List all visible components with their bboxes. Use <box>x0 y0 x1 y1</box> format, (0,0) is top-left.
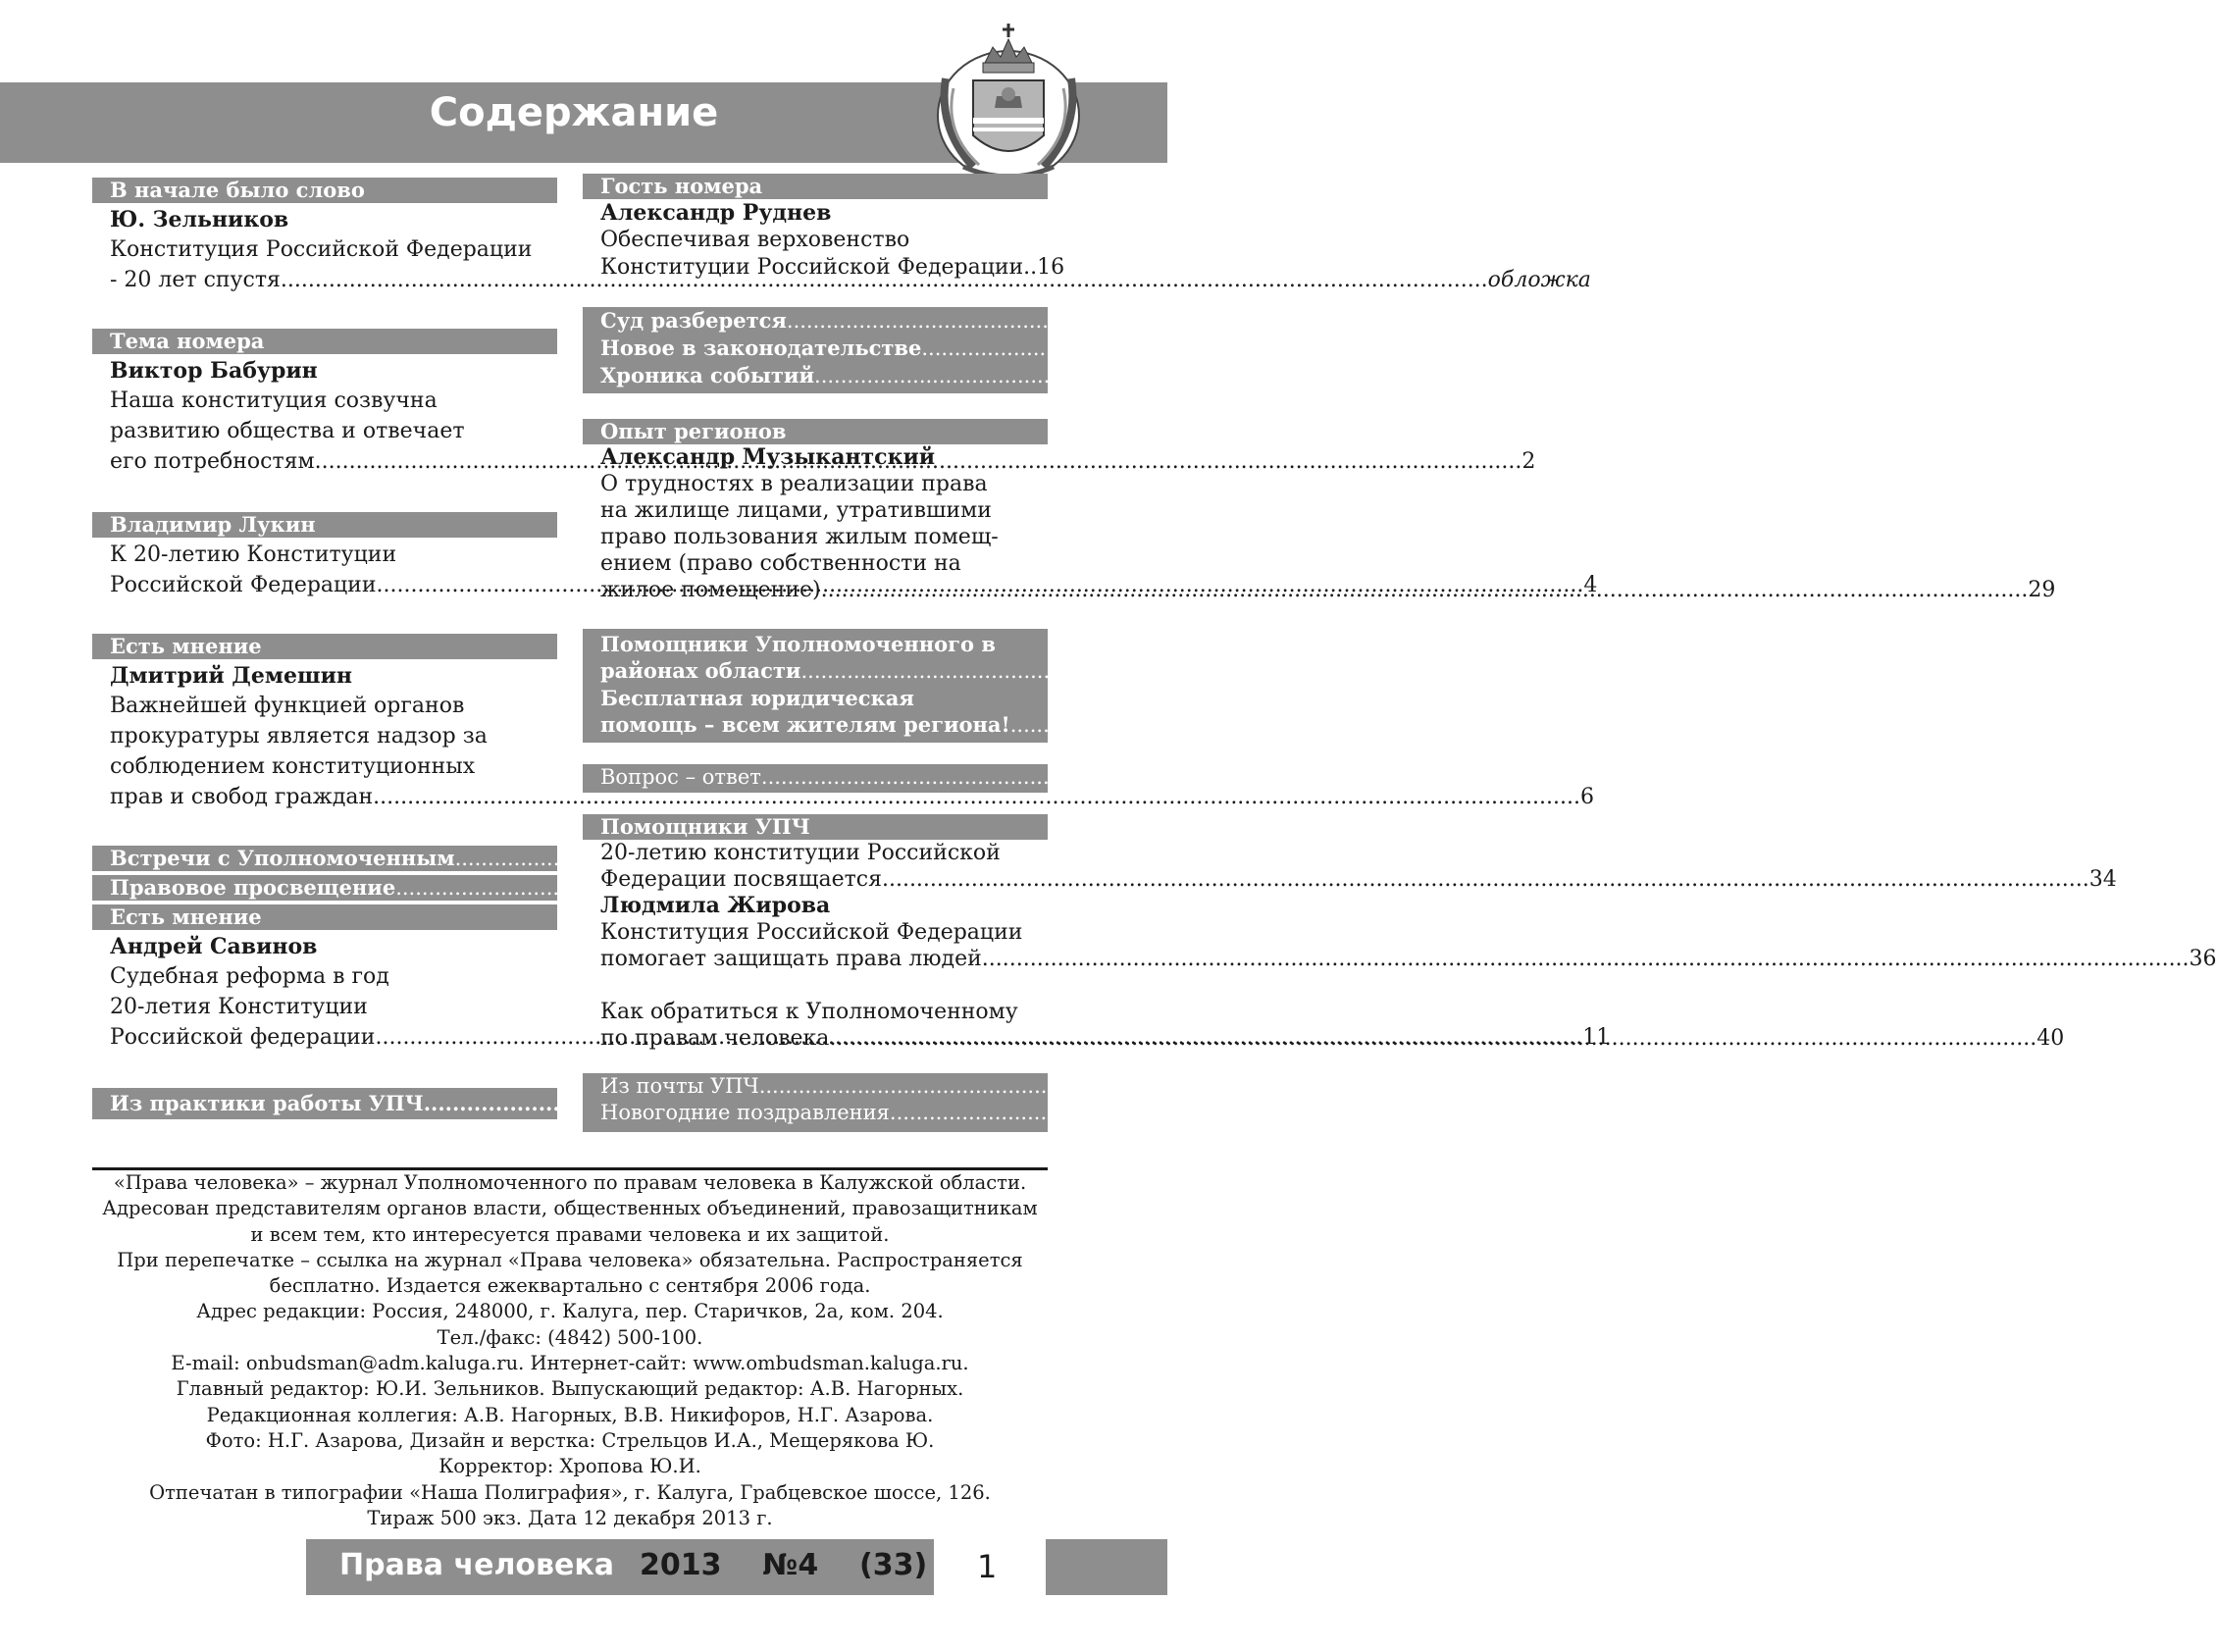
page-title: Содержание <box>429 90 719 135</box>
page-number: обложка <box>2041 1101 2141 1124</box>
section-heading[interactable]: Есть мнение <box>92 634 557 659</box>
toc-entry-line[interactable]: Бесплатная юридическая <box>600 686 914 710</box>
entry-text: районах области <box>600 658 801 683</box>
entry-text: помощь – всем жителям региона! <box>600 712 1010 737</box>
article-title-line: ением (право собственности на <box>600 551 961 576</box>
article-title-line: О трудностях в реализации права <box>600 472 988 496</box>
article-title-line: Как обратиться к Уполномоченному <box>600 1000 1018 1024</box>
section-heading[interactable]: Есть мнение <box>92 904 557 930</box>
entry-text: Российской Федерации <box>110 573 377 597</box>
article-title-line: Наша конституция созвучна <box>110 388 438 413</box>
issue-number: 2013 №4 (33) <box>640 1548 928 1582</box>
entry-text: Хроника событий <box>600 363 815 387</box>
imprint-line: Тираж 500 экз. Дата 12 декабря 2013 г. <box>367 1506 773 1529</box>
section-heading[interactable]: В начале было слово <box>92 178 557 203</box>
entry-text: Встречи с Уполномоченным <box>110 846 455 870</box>
page-number-footer: 1 <box>977 1548 998 1585</box>
page-number: обложка <box>1487 268 1591 292</box>
page-number: 16 <box>1037 255 1065 280</box>
page-number: 14 <box>1685 1091 1715 1115</box>
section-heading[interactable]: Тема номера <box>92 329 557 354</box>
journal-name: Права человека <box>339 1548 614 1582</box>
section-heading[interactable]: Опыт регионов <box>583 419 1048 444</box>
page-number: 34 <box>2088 867 2117 892</box>
toc-entry[interactable] <box>92 782 1594 812</box>
article-author: Александр Руднев <box>600 200 832 226</box>
entry-text: Правовое просвещение <box>110 875 396 900</box>
page-number: 18 <box>1938 309 1966 333</box>
entry-text: Вопрос – ответ <box>600 765 761 789</box>
section-heading[interactable]: Гость номера <box>583 174 1048 199</box>
entry-text: Новогодние поздравления <box>600 1101 890 1124</box>
imprint-line: Редакционная коллегия: А.В. Нагорных, В.В. Никифоров, Н.Г. Азарова. <box>206 1403 934 1426</box>
page-number: 36 <box>2189 947 2217 971</box>
toc-entry[interactable] <box>600 362 1993 389</box>
entry-text: Из почты УПЧ <box>600 1074 759 1098</box>
toc-entry[interactable] <box>583 254 1065 282</box>
page-number: 29 <box>2028 578 2056 602</box>
article-title-line: развитию общества и отвечает <box>110 419 465 443</box>
page-number: 2 <box>1521 449 1536 474</box>
page-number: 33 <box>1913 765 1940 789</box>
entry-text: его потребностям <box>110 449 315 474</box>
imprint <box>92 1170 1048 1531</box>
imprint-line: При перепечатке – ссылка на журнал «Права человека» обязательна. Распространяется <box>117 1248 1023 1271</box>
section-heading[interactable]: Помощники УПЧ <box>583 814 1048 840</box>
page-number: 22 <box>2074 336 2100 360</box>
article-title-line: Важнейшей функцией органов <box>110 694 465 718</box>
entry-text: Российской федерации <box>110 1025 376 1050</box>
article-author: Виктор Бабурин <box>110 358 318 384</box>
article-title-line: 20-летия Конституции <box>110 995 368 1019</box>
page-number: 10 <box>1548 876 1574 900</box>
page-number: 6 <box>1579 785 1594 809</box>
imprint-line: Отпечатан в типографии «Наша Полиграфия», г. Калуга, Грабцевское шоссе, 126. <box>149 1480 991 1504</box>
toc-entry[interactable] <box>600 335 2100 362</box>
imprint-line: бесплатно. Издается ежеквартально с сентября 2006 года. <box>269 1274 871 1298</box>
toc-entry-line[interactable]: Помощники Уполномоченного в <box>600 632 996 656</box>
article-author: Людмила Жирова <box>600 893 831 918</box>
article-title-line: право пользования жилым помещ- <box>600 525 999 549</box>
toc-entry[interactable] <box>583 946 2217 972</box>
page-number: 31 <box>1953 659 1981 683</box>
toc-entry[interactable] <box>600 657 1981 685</box>
article-title-line: Обеспечивая верховенство <box>600 228 910 252</box>
imprint-line: Корректор: Хропова Ю.И. <box>438 1455 701 1478</box>
toc-entry[interactable] <box>600 764 1940 791</box>
imprint-line: Тел./факс: (4842) 500-100. <box>437 1325 703 1349</box>
page-number: 40 <box>2037 1026 2065 1051</box>
toc-entry[interactable] <box>600 711 2190 739</box>
imprint-line: Адресован представителям органов власти, общественных объединений, правозащитникам <box>102 1197 1038 1220</box>
imprint-line: Фото: Н.Г. Азарова, Дизайн и верстка: Стрельцов И.А., Мещерякова Ю. <box>205 1428 935 1452</box>
highlight-block <box>583 764 1940 793</box>
entry-text: Федерации посвящается <box>600 867 882 892</box>
page-number: 24 <box>1966 364 1993 387</box>
article-author: Александр Музыкантский <box>600 444 936 470</box>
entry-text: прав и свобод граждан <box>110 785 374 809</box>
article-author: Андрей Савинов <box>110 934 318 959</box>
entry-text: Суд разберется <box>600 308 787 333</box>
page-number: обложка <box>1911 1074 2010 1098</box>
page-number: 32 <box>2162 713 2190 737</box>
toc-entry[interactable] <box>600 307 1966 335</box>
entry-text: по правам человека <box>600 1026 830 1051</box>
entry-text: Из практики работы УПЧ <box>110 1091 424 1115</box>
page-number: 4 <box>1583 573 1598 597</box>
entry-text: Новое в законодательстве <box>600 336 922 360</box>
coat-of-arms-icon <box>934 20 1083 184</box>
entry-text: жилое помещение) <box>600 578 821 602</box>
article-author: Ю. Зельников <box>110 207 289 232</box>
article-title-line: соблюдением конституционных <box>110 754 476 779</box>
corner-block <box>1046 1539 1167 1595</box>
toc-entry[interactable] <box>600 1073 2010 1100</box>
entry-text: - 20 лет спустя <box>110 268 281 292</box>
article-title-line: Конституция Российской Федерации <box>110 237 533 262</box>
entry-text: помогает защищать права людей <box>600 947 982 971</box>
article-title-line: К 20-летию Конституции <box>110 542 397 567</box>
imprint-line: Адрес редакции: Россия, 248000, г. Калуга, пер. Старичков, 2а, ком. 204. <box>196 1300 944 1323</box>
article-title-line: прокуратуры является надзор за <box>110 724 488 749</box>
highlight-block <box>583 307 2100 393</box>
highlight-block <box>583 629 2190 743</box>
page-number: 9 <box>1607 847 1621 870</box>
page-number: 11 <box>1582 1025 1611 1050</box>
imprint-line: «Права человека» – журнал Уполномоченного по правам человека в Калужской области. <box>113 1171 1027 1194</box>
article-title-line: 20-летию конституции Российской <box>600 841 1001 865</box>
entry-text: Конституции Российской Федерации.. <box>600 255 1038 280</box>
imprint-line: и всем тем, кто интересуется правами человека и их защитой. <box>250 1222 890 1246</box>
article-title-line: Конституция Российской Федерации <box>600 920 1023 945</box>
imprint-line: Главный редактор: Ю.И. Зельников. Выпускающий редактор: А.В. Нагорных. <box>176 1377 964 1401</box>
article-title-line: Судебная реформа в год <box>110 964 389 989</box>
article-author: Дмитрий Демешин <box>110 663 353 689</box>
article-title-line: на жилище лицами, утратившими <box>600 498 992 523</box>
section-heading[interactable]: Владимир Лукин <box>92 512 557 538</box>
imprint-email-site[interactable]: E-mail: onbudsman@adm.kaluga.ru. Интернет-сайт: www.ombudsman.kaluga.ru. <box>171 1352 969 1375</box>
toc-entry[interactable] <box>583 577 2056 603</box>
